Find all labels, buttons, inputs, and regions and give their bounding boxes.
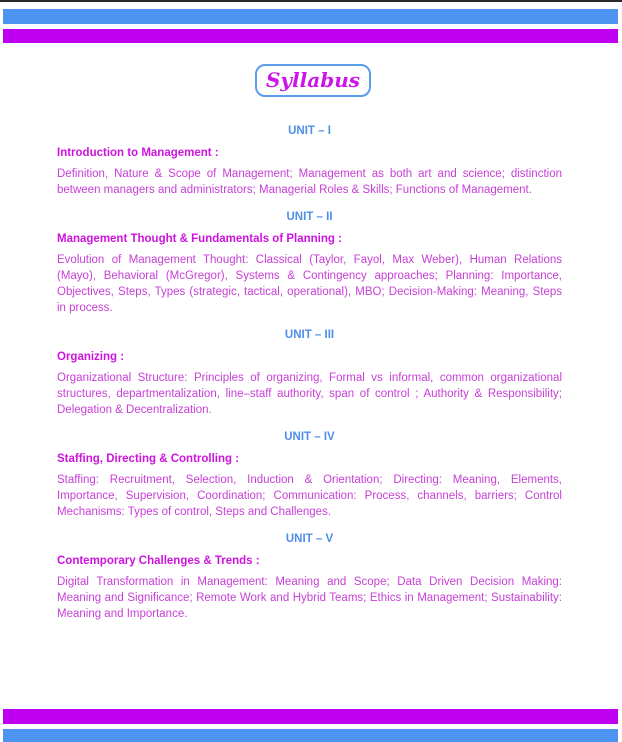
unit-section-5 bbox=[57, 532, 562, 622]
bottom-magenta-bar bbox=[3, 709, 618, 724]
syllabus-title-box bbox=[255, 64, 371, 97]
unit-heading: UNIT – III bbox=[284, 329, 335, 342]
section-body: Organizational Structure: Principles of organizing, Formal vs informal, common organizational structures, departmentalization, line–staff authority, span of control ; Authority & Responsibility; Delegation & Decentralization. bbox=[57, 372, 562, 416]
syllabus-content bbox=[57, 124, 562, 635]
section-heading: Staffing, Directing & Controlling : bbox=[57, 453, 240, 466]
page-title: Syllabus bbox=[265, 67, 360, 92]
unit-heading: UNIT – II bbox=[286, 211, 333, 224]
section-body: Digital Transformation in Management: Meaning and Scope; Data Driven Decision Making: Meaning and Significance; Remote Work and Hybrid Teams; Ethics in Management; Sustainability: Meaning and Importance. bbox=[57, 576, 562, 620]
section-heading: Contemporary Challenges & Trends : bbox=[57, 555, 260, 568]
bottom-blue-bar bbox=[3, 729, 618, 742]
unit-section-4 bbox=[57, 430, 562, 520]
section-heading: Management Thought & Fundamentals of Planning : bbox=[57, 233, 342, 246]
unit-section-2 bbox=[57, 210, 562, 316]
section-heading: Introduction to Management : bbox=[57, 147, 219, 159]
unit-heading: UNIT – V bbox=[285, 533, 334, 546]
top-blue-bar bbox=[3, 9, 618, 24]
section-body: Evolution of Management Thought: Classical (Taylor, Fayol, Max Weber), Human Relations (Mayo), Behavioral (McGregor), Systems & Contingency approaches; Planning: Importance, Objectives, Steps, Types (strategic, tactical, operational), MBO; Decision-Making: Meaning, Steps in process. bbox=[57, 254, 562, 314]
unit-heading: UNIT – IV bbox=[284, 431, 335, 444]
top-magenta-bar bbox=[3, 29, 618, 43]
page-top-edge-line bbox=[0, 0, 622, 2]
unit-section-3 bbox=[57, 328, 562, 418]
section-body: Definition, Nature & Scope of Management; Management as both art and science; distinction between managers and administrators; Managerial Roles & Skills; Functions of Management. bbox=[57, 168, 562, 196]
unit-heading: UNIT – I bbox=[288, 125, 331, 137]
section-body: Staffing: Recruitment, Selection, Induction & Orientation; Directing: Meaning, Elements, Importance, Supervision, Coordination; Communication: Process, channels, barriers; Control Mechanisms: Types of control, Steps and Challenges. bbox=[57, 474, 562, 518]
section-heading: Organizing : bbox=[57, 351, 125, 364]
unit-section-1 bbox=[57, 124, 562, 198]
